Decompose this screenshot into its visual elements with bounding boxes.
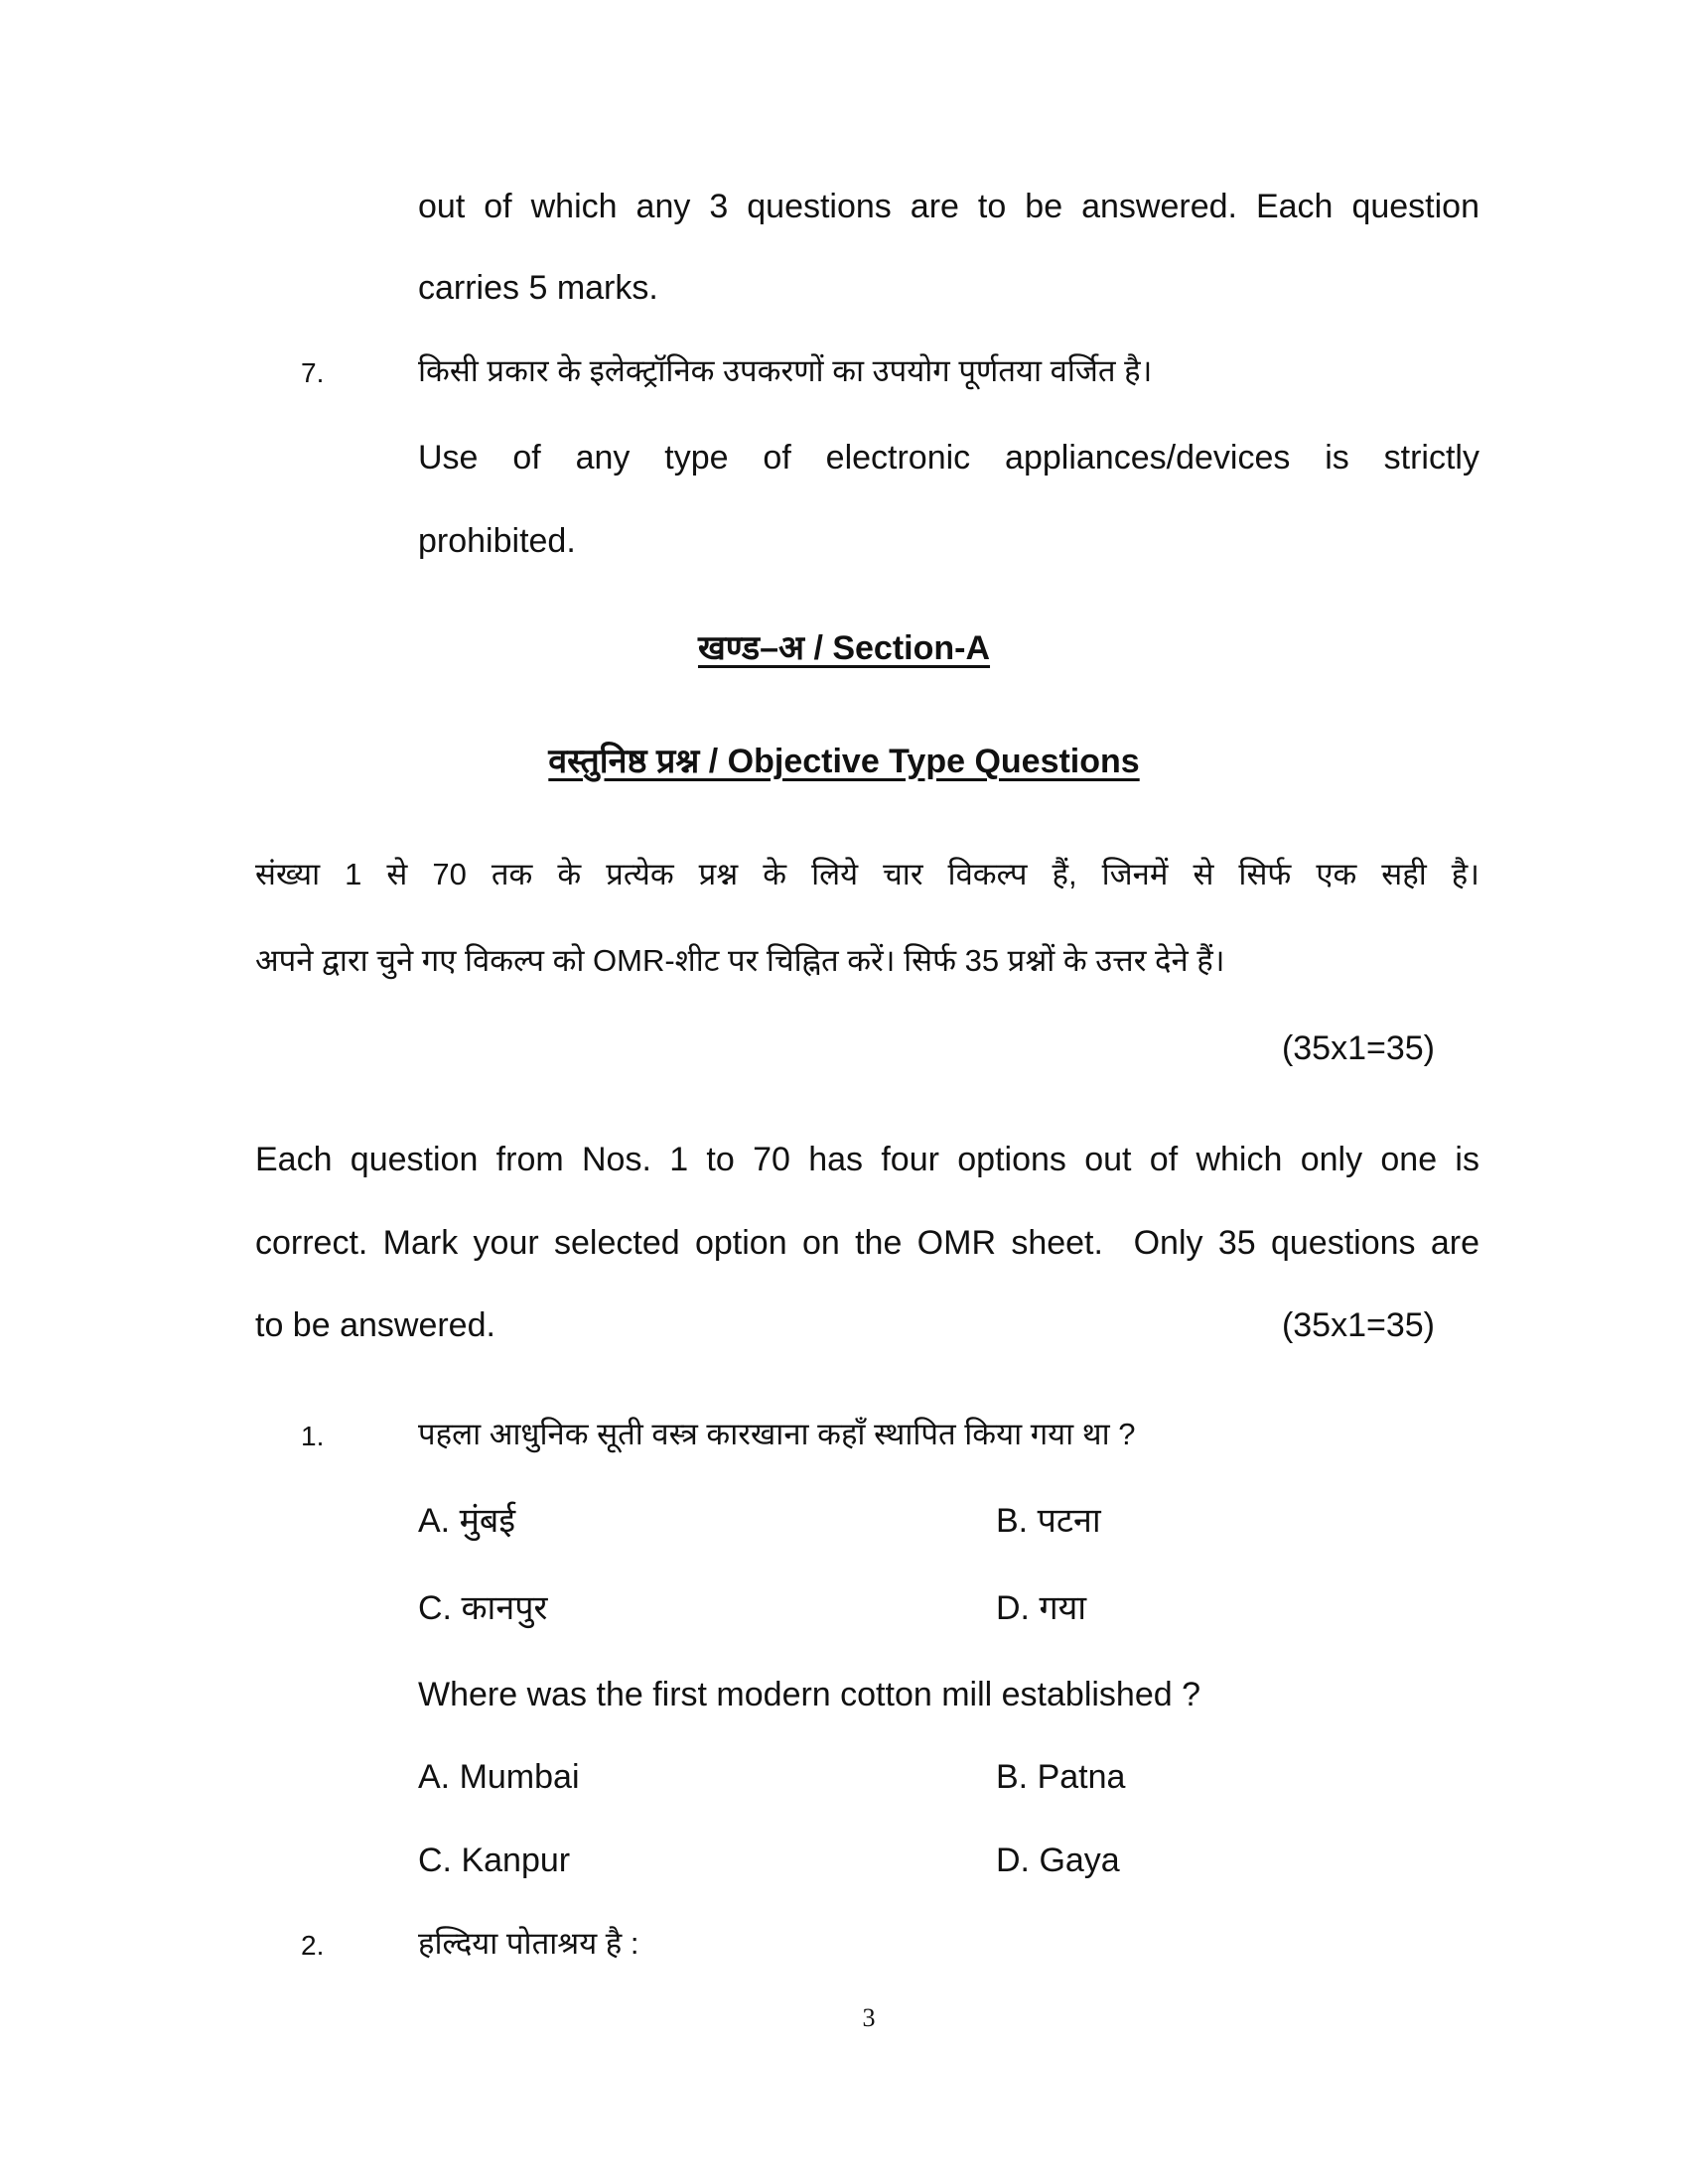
- instruction-6-continued-line2: carries 5 marks.: [418, 269, 658, 307]
- section-instructions-hindi-line2: अपने द्वारा चुने गए विकल्प को OMR-शीट पर चिह्नित करें। सिर्फ 35 प्रश्नों के उत्तर देने हैं।: [255, 943, 1225, 978]
- question-1-hindi-option-d: D. गया: [996, 1589, 1087, 1627]
- instruction-6-continued-line1: out of which any 3 questions are to be answered. Each question: [418, 188, 1479, 225]
- question-1-hindi-option-b: B. पटना: [996, 1502, 1101, 1540]
- instruction-7-hindi: किसी प्रकार के इलेक्ट्रॉनिक उपकरणों का उपयोग पूर्णतया वर्जित है।: [418, 353, 1153, 388]
- marks-english: (35x1=35): [1281, 1306, 1435, 1344]
- question-2-hindi: हल्दिया पोताश्रय है :: [418, 1926, 639, 1961]
- section-title: [0, 626, 1688, 670]
- instruction-7-number: 7.: [301, 357, 325, 388]
- section-title-text: खण्ड–अ / Section-A: [697, 629, 991, 667]
- question-2-number: 2.: [301, 1930, 325, 1961]
- question-1-english-option-c: C. Kanpur: [418, 1842, 571, 1879]
- question-1-hindi-option-a: A. मुंबई: [418, 1502, 516, 1540]
- instruction-7-english-line2: prohibited.: [418, 522, 576, 560]
- section-instructions-english-line3: to be answered.: [255, 1306, 495, 1344]
- section-instructions-english-line2: correct. Mark your selected option on the OMR sheet. Only 35 questions are: [255, 1224, 1479, 1262]
- page-number: 3: [862, 2003, 876, 2032]
- section-subtitle: [0, 740, 1688, 783]
- question-1-number: 1.: [301, 1421, 325, 1451]
- marks-hindi: (35x1=35): [1281, 1029, 1435, 1067]
- section-instructions-hindi-line1: संख्या 1 से 70 तक के प्रत्येक प्रश्न के लिये चार विकल्प हैं, जिनमें से सिर्फ एक सही है।: [255, 857, 1479, 891]
- instruction-7-english-line1: Use of any type of electronic appliances/devices is strictly: [418, 439, 1479, 477]
- question-1-english-option-a: A. Mumbai: [418, 1758, 580, 1796]
- question-1-hindi-option-c: C. कानपुर: [418, 1589, 548, 1627]
- question-1-english-option-d: D. Gaya: [996, 1842, 1120, 1879]
- section-subtitle-text: वस्तुनिष्ठ प्रश्न / Objective Type Questions: [548, 743, 1140, 780]
- question-1-hindi: पहला आधुनिक सूती वस्त्र कारखाना कहाँ स्थापित किया गया था ?: [418, 1417, 1136, 1451]
- question-1-english: Where was the first modern cotton mill established ?: [418, 1676, 1201, 1713]
- section-instructions-english-line1: Each question from Nos. 1 to 70 has four options out of which only one is: [255, 1141, 1479, 1178]
- question-1-english-option-b: B. Patna: [996, 1758, 1126, 1796]
